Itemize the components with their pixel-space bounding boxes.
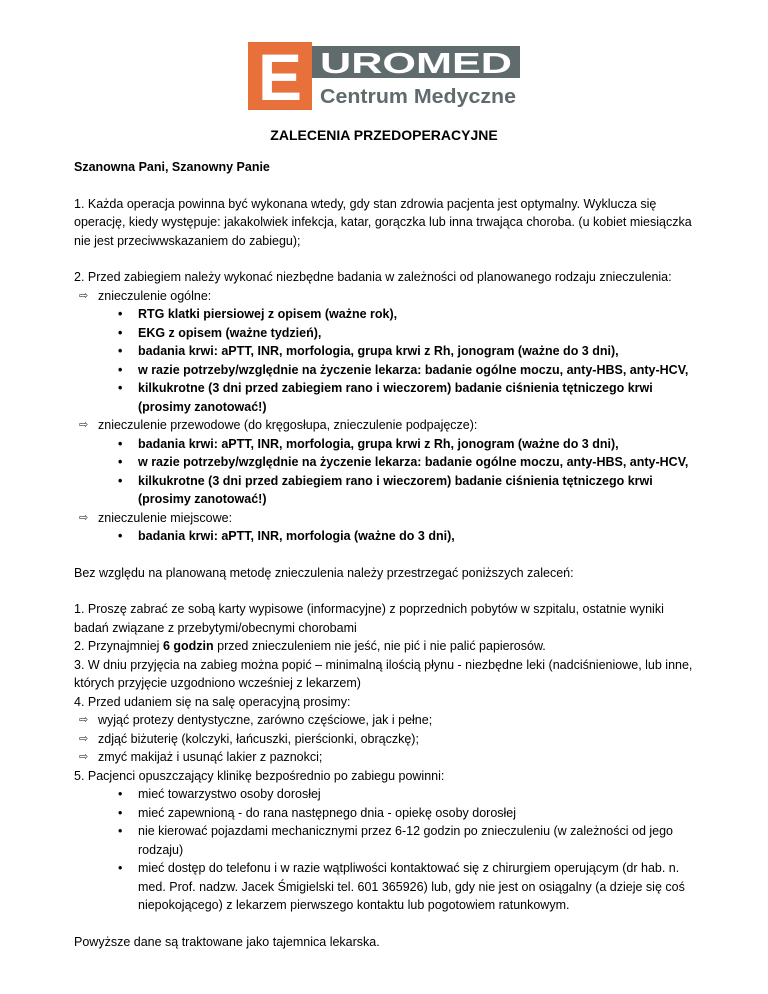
group-general-label: ⇨ znieczulenie ogólne:	[74, 287, 694, 306]
euromed-logo	[248, 42, 520, 110]
bullet-icon: •	[118, 787, 123, 801]
group-local-label: ⇨ znieczulenie miejscowe:	[74, 509, 694, 528]
list-item: • mieć dostęp do telefonu i w razie wątpliwości kontaktować się z chirurgiem operującym (dr hab. n. med. Prof. nadzw. Jacek Śmigielski tel. 601 365926) lub, gdy nie jest on osiągalny (a dzieje się coś niepokojącego) z lekarzem pierwszego kontaktu lub pogotowiem ratunkowym.	[118, 861, 685, 912]
logo-main-text: UROMED	[320, 48, 512, 80]
list-item: • mieć zapewnioną - do rana następnego dnia - opiekę osoby dorosłej	[74, 804, 694, 823]
list-item: • kilkukrotne (3 dni przed zabiegiem rano i wieczorem) badanie ciśnienia tętniczego krwi (prosimy zanotować!)	[118, 473, 653, 506]
rule-1: 1. Proszę zabrać ze sobą karty wypisowe (informacyjne) z poprzednich pobytów w szpitalu, ostatnie wyniki badań związane z przebytymi/obecnymi chorobami	[74, 602, 664, 635]
arrow-icon: ⇨	[79, 714, 89, 726]
list-item: ⇨ wyjąć protezy dentystyczne, zarówno częściowe, jak i pełne;	[74, 711, 694, 730]
list-item: • nie kierować pojazdami mechanicznymi przez 6-12 godzin po znieczuleniu (w zależności od jego rodzaju)	[118, 824, 673, 857]
list-item: • badania krwi: aPTT, INR, morfologia, grupa krwi z Rh, jonogram (ważne do 3 dni),	[74, 435, 694, 454]
bullet-icon: •	[118, 381, 123, 395]
list-item: ⇨ zdjąć biżuterię (kolczyki, łańcuszki, pierścionki, obrączkę);	[74, 730, 694, 749]
bullet-icon: •	[118, 307, 123, 321]
list-item: • badania krwi: aPTT, INR, morfologia (ważne do 3 dni),	[74, 527, 694, 546]
footer-note: Powyższe dane są traktowane jako tajemnica lekarska.	[74, 934, 380, 949]
list-item: • w razie potrzeby/względnie na życzenie lekarza: badanie ogólne moczu, anty-HBS, anty-HCV,	[74, 361, 694, 380]
document-title: ZALECENIA PRZEDOPERACYJNE	[270, 127, 498, 143]
document-body	[74, 158, 694, 951]
rule-2: 2. Przynajmniej 6 godzin przed znieczuleniem nie jeść, nie pić i nie palić papierosów.	[74, 639, 546, 653]
list-item: • w razie potrzeby/względnie na życzenie lekarza: badanie ogólne moczu, anty-HBS, anty-HCV,	[74, 453, 694, 472]
list-item: • kilkukrotne (3 dni przed zabiegiem rano i wieczorem) badanie ciśnienia tętniczego krwi (prosimy zanotować!)	[118, 381, 653, 414]
rule-5: 5. Pacjenci opuszczający klinikę bezpośrednio po zabiegu powinni:	[74, 768, 445, 783]
bullet-icon: •	[118, 824, 123, 838]
group-regional-label: ⇨ znieczulenie przewodowe (do kręgosłupa, znieczulenie podpajęcze):	[74, 416, 694, 435]
list-item: ⇨ zmyć makijaż i usunąć lakier z paznokci;	[74, 748, 694, 767]
list-item: • mieć towarzystwo osoby dorosłej	[74, 785, 694, 804]
arrow-icon: ⇨	[79, 419, 89, 431]
greeting: Szanowna Pani, Szanowny Panie	[74, 160, 270, 174]
logo-sub-text: Centrum Medyczne	[320, 86, 516, 108]
arrow-icon: ⇨	[79, 289, 89, 302]
bullet-icon: •	[118, 529, 123, 543]
list-item: • badania krwi: aPTT, INR, morfologia, grupa krwi z Rh, jonogram (ważne do 3 dni),	[74, 342, 694, 361]
list-item: • EKG z opisem (ważne tydzień),	[74, 324, 694, 343]
bullet-icon: •	[118, 325, 123, 340]
intro-general-rules: Bez względu na planowaną metodę znieczulenia należy przestrzegać poniższych zaleceń:	[74, 565, 574, 580]
rule-3: 3. W dniu przyjęcia na zabieg można popić – minimalną ilością płynu - niezbędne leki (nadciśnieniowe, lub inne, których przyjęcie uzgodniono wcześniej z lekarzem)	[74, 657, 693, 690]
bullet-icon: •	[118, 455, 123, 469]
arrow-icon: ⇨	[79, 511, 89, 524]
logo-letter-e: E	[257, 42, 303, 110]
list-item: • RTG klatki piersiowej z opisem (ważne rok),	[74, 305, 694, 324]
bullet-icon: •	[118, 805, 123, 820]
arrow-icon: ⇨	[79, 732, 89, 745]
bullet-icon: •	[118, 473, 123, 488]
paragraph-1: 1. Każda operacja powinna być wykonana wtedy, gdy stan zdrowia pacjenta jest optymalny. Wyklucza się operację, kiedy występuje: jakakolwiek infekcja, katar, gorączka lub inna trwająca choroba. (u kobiet miesiączka nie jest przeciwwskazaniem do zabiegu);	[74, 196, 692, 248]
rule-4: 4. Przed udaniem się na salę operacyjną prosimy:	[74, 694, 351, 709]
paragraph-2: 2. Przed zabiegiem należy wykonać niezbędne badania w zależności od planowanego rodzaju znieczulenia:	[74, 270, 672, 284]
bullet-icon: •	[118, 436, 123, 451]
bullet-icon: •	[118, 861, 123, 875]
bullet-icon: •	[118, 362, 123, 377]
bullet-icon: •	[118, 344, 123, 358]
arrow-icon: ⇨	[79, 751, 89, 763]
